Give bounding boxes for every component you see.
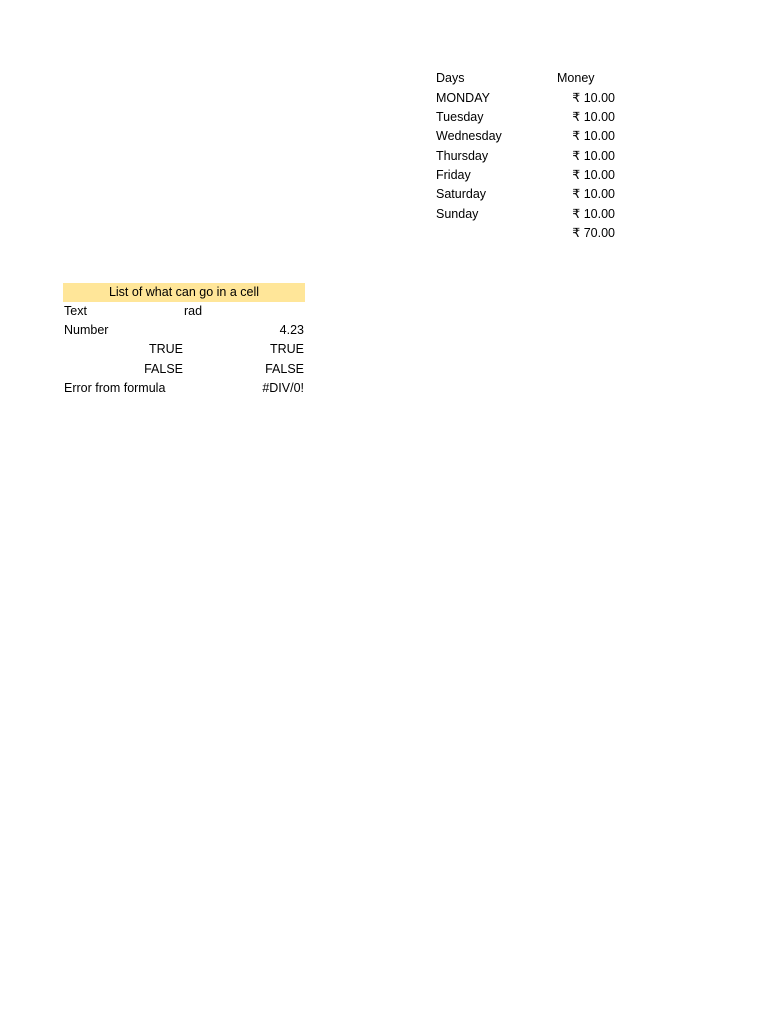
- list-title-cell[interactable]: List of what can go in a cell: [63, 283, 305, 302]
- amount-cell-monday[interactable]: ₹ 10.00: [572, 91, 615, 105]
- money-header[interactable]: Money: [557, 71, 595, 85]
- day-cell-wednesday[interactable]: Wednesday: [436, 129, 502, 143]
- amount-cell-friday[interactable]: ₹ 10.00: [572, 168, 615, 182]
- amount-cell-wednesday[interactable]: ₹ 10.00: [572, 129, 615, 143]
- error-value-cell[interactable]: #DIV/0!: [262, 381, 304, 395]
- label-cell-error[interactable]: Error from formula: [64, 381, 166, 395]
- example-cell-text[interactable]: rad: [184, 304, 203, 318]
- label-cell-number[interactable]: Number: [64, 323, 109, 337]
- day-cell-sunday[interactable]: Sunday: [436, 207, 479, 221]
- day-cell-saturday[interactable]: Saturday: [436, 187, 487, 201]
- total-amount-cell[interactable]: ₹ 70.00: [572, 226, 615, 240]
- day-cell-thursday[interactable]: Thursday: [436, 149, 489, 163]
- amount-cell-tuesday[interactable]: ₹ 10.00: [572, 110, 615, 124]
- boolean-cell-false-b[interactable]: FALSE: [144, 362, 183, 376]
- boolean-cell-true-c[interactable]: TRUE: [269, 342, 304, 356]
- day-cell-tuesday[interactable]: Tuesday: [436, 110, 484, 124]
- boolean-cell-false-c[interactable]: FALSE: [265, 362, 304, 376]
- example-cell-number[interactable]: 4.23: [279, 323, 304, 337]
- amount-cell-thursday[interactable]: ₹ 10.00: [572, 149, 615, 163]
- label-cell-text[interactable]: Text: [64, 304, 87, 318]
- amount-cell-sunday[interactable]: ₹ 10.00: [572, 207, 615, 221]
- amount-cell-saturday[interactable]: ₹ 10.00: [572, 187, 615, 201]
- days-header[interactable]: Days: [436, 71, 465, 85]
- boolean-cell-true-b[interactable]: TRUE: [148, 342, 183, 356]
- day-cell-monday[interactable]: MONDAY: [436, 91, 490, 105]
- day-cell-friday[interactable]: Friday: [436, 168, 471, 182]
